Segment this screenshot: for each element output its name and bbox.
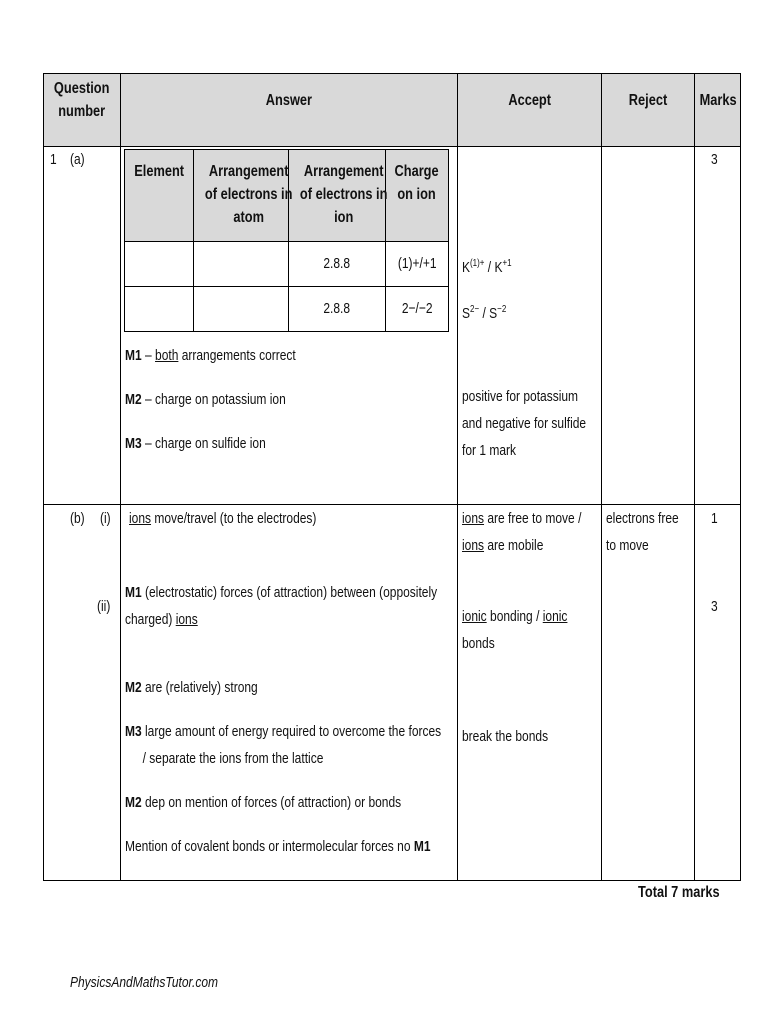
answer-b-ii-covalent: Mention of covalent bonds or intermolecular forces no M1 (125, 838, 431, 855)
answer-b-i: ions move/travel (to the electrodes) (129, 510, 317, 527)
inner-header-atom: Arrangement of electrons in atom (204, 163, 293, 226)
table-bottom-border (43, 880, 741, 881)
marks-b-ii: 3 (711, 598, 718, 615)
col-border-accept (601, 73, 602, 881)
marks-1a: 3 (711, 151, 718, 168)
accept-positive-negative: positive for potassium and negative for sulfide for 1 mark (462, 388, 587, 459)
footer-site-name: PhysicsAndMathsTutor.com (70, 974, 219, 991)
accept-b-ii-ionic: ionic bonding / ionic bonds (462, 608, 568, 652)
inner-header-charge: Charge on ion (394, 163, 440, 203)
inner-row1-charge: (1)+/+1 (397, 255, 437, 272)
header-marks: Marks (699, 92, 737, 109)
question-part-b: (b) (70, 510, 85, 527)
header-bottom-border (43, 146, 741, 147)
col-border-left (43, 73, 44, 881)
m1-both-arrangements: M1 – both arrangements correct (125, 347, 296, 364)
table-top-border (43, 73, 741, 74)
answer-b-ii-m3: M3 large amount of energy required to overcome the forces / separate the ions from the lattice (125, 723, 442, 767)
m3-charge-sulfide: M3 – charge on sulfide ion (125, 435, 266, 452)
subpart-ii: (ii) (97, 598, 111, 615)
inner-row2-charge: 2−/−2 (401, 300, 433, 317)
inner-table-bottom (124, 331, 449, 332)
inner-table-header-bottom (124, 241, 449, 242)
question-number-1: 1 (50, 151, 57, 168)
inner-table-top (124, 149, 449, 150)
subpart-i: (i) (100, 510, 111, 527)
inner-header-ion: Arrangement of electrons in ion (299, 163, 388, 226)
inner-row1-ion: 2.8.8 (323, 255, 351, 272)
inner-header-element: Element (134, 163, 184, 180)
header-accept: Accept (508, 92, 551, 109)
inner-table-row1-bottom (124, 286, 449, 287)
inner-col-right (448, 149, 449, 332)
answer-b-ii-m1: M1 (electrostatic) forces (of attraction) between (oppositely charged) ions (125, 584, 438, 628)
header-answer: Answer (265, 92, 313, 109)
inner-row2-ion: 2.8.8 (323, 300, 351, 317)
header-reject: Reject (628, 92, 668, 109)
answer-b-ii-dep: M2 dep on mention of forces (of attraction) or bonds (125, 794, 402, 811)
accept-sulfide-ion: $S^{2-} / S^{-2}$ (462, 304, 507, 322)
accept-b-i: ions are free to move / ions are mobile (462, 510, 582, 554)
question-part-a: (a) (70, 151, 85, 168)
answer-b-ii-m2: M2 are (relatively) strong (125, 679, 258, 696)
reject-b-i: electrons free to move (606, 510, 679, 554)
marks-b-i: 1 (711, 510, 718, 527)
header-question-number: Question number (54, 80, 110, 120)
m2-charge-potassium: M2 – charge on potassium ion (125, 391, 286, 408)
col-border-question (120, 73, 121, 881)
col-border-right (740, 73, 741, 881)
accept-b-ii-break: break the bonds (462, 728, 549, 745)
accept-potassium-ion: $K^{(1)+} / K^{+1}$ (462, 258, 512, 276)
total-marks: Total 7 marks (638, 884, 720, 901)
col-border-reject (694, 73, 695, 881)
